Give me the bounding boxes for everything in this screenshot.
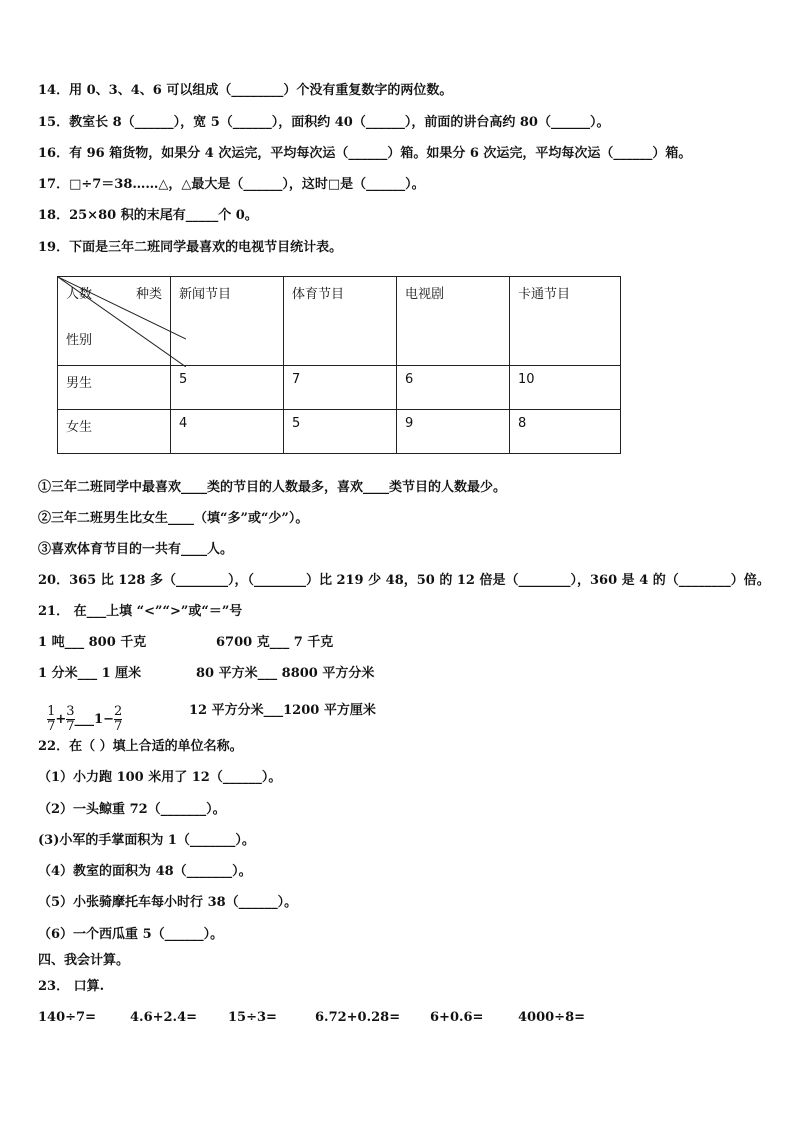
- question-19-part-2: ②三年二班男生比女生____（填“多”或“少”）。: [38, 511, 309, 526]
- fraction: $\frac{3}{7}$: [66, 704, 75, 734]
- compare-3: 1 分米___ 1 厘米: [38, 666, 142, 681]
- table-row: [58, 366, 621, 410]
- table-header-cell: 电视剧: [397, 277, 510, 366]
- corner-label-count: 人数: [66, 287, 93, 302]
- question-22-item-4: （4）教室的面积为 48（_______）。: [38, 864, 252, 879]
- compare-5: 12 平方分米___1200 平方厘米: [189, 703, 376, 718]
- table-cell: 6: [397, 366, 510, 410]
- plus-sign: +: [55, 712, 67, 727]
- question-23: 23． 口算.: [38, 979, 105, 994]
- row-label: 男生: [58, 366, 171, 410]
- table-header-cell: 卡通节目: [510, 277, 621, 366]
- question-19-part-1: ①三年二班同学中最喜欢____类的节目的人数最多，喜欢____类节目的人数最少。: [38, 480, 507, 495]
- question-18: 18．25×80 积的末尾有_____个 0。: [38, 208, 258, 223]
- diagonal-corner-cell: [58, 277, 171, 366]
- answer-blank: ___: [74, 712, 95, 727]
- table-cell: 4: [171, 410, 284, 454]
- row-label: 女生: [58, 410, 171, 454]
- question-21: 21． 在___上填 “<”“>”或“＝”号: [38, 604, 243, 619]
- question-22-item-2: （2）一头鲸重 72（_______）。: [38, 802, 226, 817]
- corner-label-type: 种类: [136, 287, 163, 302]
- question-20: 20．365 比 128 多（________），（________）比 219 少 48，50 的 12 倍是（________），360 是 4 的（________）倍。: [38, 573, 770, 588]
- table-cell: 5: [284, 410, 397, 454]
- table-header-cell: 体育节目: [284, 277, 397, 366]
- table-cell: 8: [510, 410, 621, 454]
- compare-4: 80 平方米___ 8800 平方分米: [196, 666, 375, 681]
- compare-1: 1 吨___ 800 千克: [38, 635, 147, 650]
- calc-item: 6+0.6=: [430, 1010, 484, 1025]
- compare-2: 6700 克___ 7 千克: [216, 635, 334, 650]
- table-header-row: [58, 277, 621, 366]
- question-19: 19．下面是三年二班同学最喜欢的电视节目统计表。: [38, 240, 343, 255]
- calc-item: 6.72+0.28=: [315, 1010, 401, 1025]
- corner-label-gender: 性别: [66, 333, 93, 348]
- question-22-item-1: （1）小力跑 100 米用了 12（______）。: [38, 770, 282, 785]
- section-heading: 四、我会计算。: [38, 953, 130, 968]
- calc-item: 15÷3=: [228, 1010, 277, 1025]
- fraction: $\frac{2}{7}$: [113, 704, 123, 734]
- question-16: 16．有 96 箱货物，如果分 4 次运完，平均每次运（______）箱。如果分 6 次运完，平均每次运（______）箱。: [38, 146, 692, 161]
- fraction-compare: [38, 690, 122, 734]
- table-cell: 10: [510, 366, 621, 410]
- table-cell: 9: [397, 410, 510, 454]
- table-header-cell: 新闻节目: [171, 277, 284, 366]
- question-14: 14．用 0、3、4、6 可以组成（________）个没有重复数字的两位数。: [38, 83, 453, 98]
- calc-item: 140÷7=: [38, 1010, 96, 1025]
- fraction: $\frac{1}{7}$: [47, 704, 56, 734]
- calc-item: 4000÷8=: [518, 1010, 586, 1025]
- question-22-item-3: (3)小军的手掌面积为 1（_______）。: [38, 833, 255, 848]
- calc-item: 4.6+2.4=: [130, 1010, 198, 1025]
- question-19-part-3: ③喜欢体育节目的一共有____人。: [38, 542, 234, 557]
- whole-minus: 1−: [94, 712, 114, 727]
- table-cell: 7: [284, 366, 397, 410]
- tv-program-table: [57, 276, 621, 454]
- question-22-item-6: （6）一个西瓜重 5（______）。: [38, 927, 224, 942]
- table-row: [58, 410, 621, 454]
- question-22: 22．在（ ）填上合适的单位名称。: [38, 739, 243, 754]
- question-22-item-5: （5）小张骑摩托车每小时行 38（______）。: [38, 895, 298, 910]
- table-cell: 5: [171, 366, 284, 410]
- question-15: 15．教室长 8（______），宽 5（______），面积约 40（______），前面的讲台高约 80（______）。: [38, 115, 610, 130]
- question-17: 17．□÷7＝38……△，△最大是（______），这时□是（______）。: [38, 177, 425, 192]
